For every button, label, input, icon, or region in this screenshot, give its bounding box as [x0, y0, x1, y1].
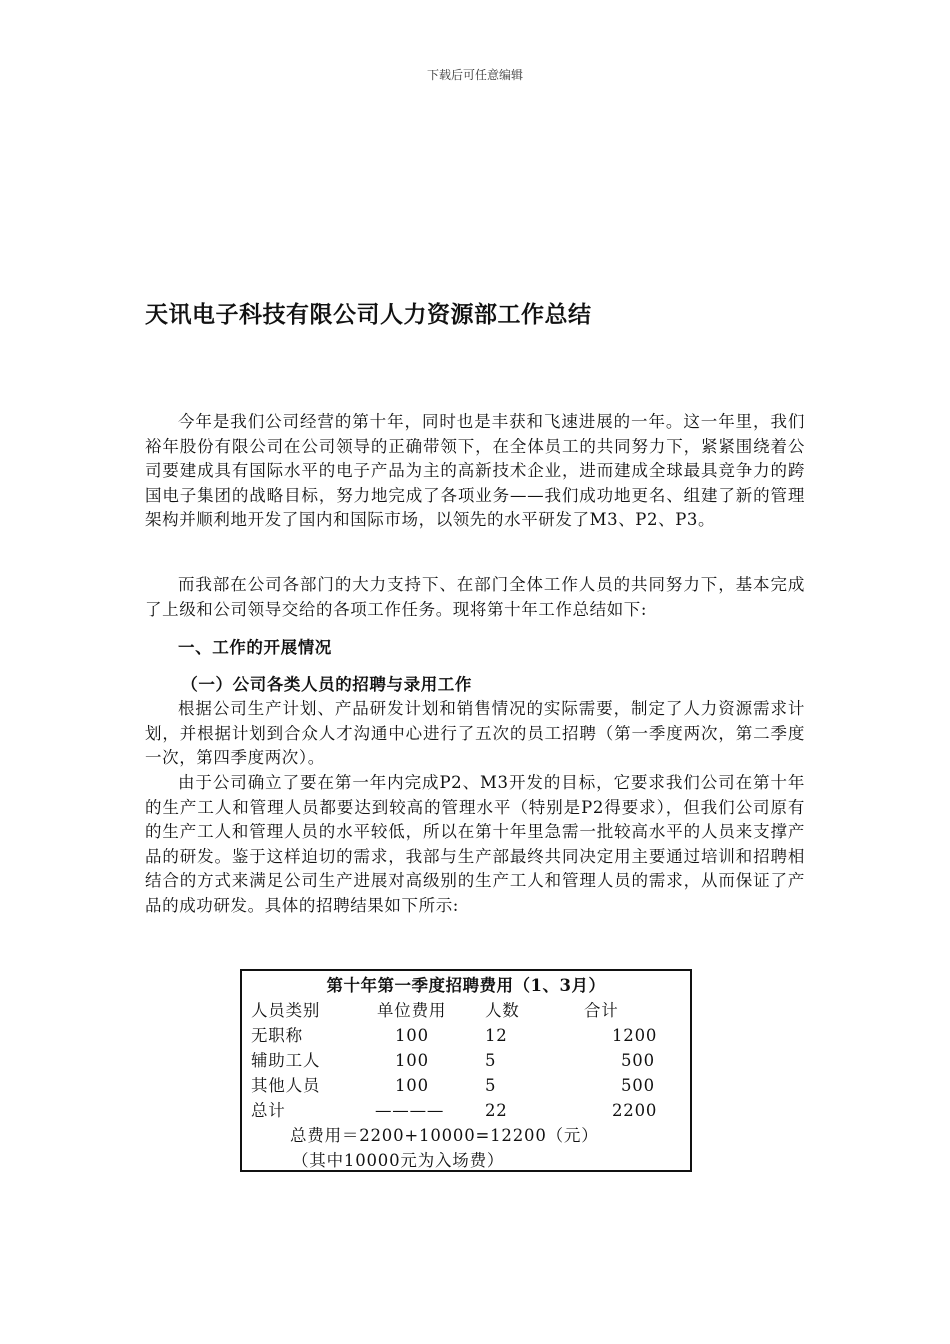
fee-table-title: 第十年第一季度招聘费用（1、3月） — [326, 976, 606, 995]
fee-note-line: （其中10000元为入场费） — [292, 1151, 505, 1170]
header-count: 人数 — [485, 1001, 520, 1020]
summary-total: 2200 — [612, 1101, 658, 1120]
row-category: 其他人员 — [251, 1076, 321, 1095]
row-count: 12 — [485, 1026, 508, 1045]
fee-table-header-row — [242, 999, 690, 1023]
row-category: 无职称 — [251, 1026, 303, 1045]
table-row — [242, 1024, 690, 1048]
row-unit-cost: 100 — [395, 1026, 429, 1045]
department-summary-paragraph: 而我部在公司各部门的大力支持下、在部门全体工作人员的共同努力下，基本完成了上级和公司领导交给的各项工作任务。现将第十年工作总结如下: — [145, 575, 805, 619]
header-category: 人员类别 — [251, 1001, 321, 1020]
table-row — [242, 1074, 690, 1098]
recruitment-reason-paragraph: 由于公司确立了要在第一年内完成P2、M3开发的目标，它要求我们公司在第十年的生产工人和管理人员都要达到较高的管理水平（特别是P2得要求），但我们公司原有的生产工人和管理人员的水平较低，所以在第十年里急需一批较高水平的人员来支撑产品的研发。鉴于这样迫切的需求，我部与生产部最终共同决定用主要通过培训和招聘相结合的方式来满足公司生产进展对高级别的生产工人和管理人员的需求，从而保证了产品的成功研发。具体的招聘结果如下所示: — [145, 773, 805, 915]
summary-count: 22 — [485, 1101, 508, 1120]
table-row — [242, 1049, 690, 1073]
document-title: 天讯电子科技有限公司人力资源部工作总结 — [145, 302, 592, 328]
row-count: 5 — [485, 1076, 497, 1095]
fee-total-line: 总费用＝2200+10000=12200（元） — [290, 1126, 599, 1145]
header-note: 下载后可任意编辑 — [426, 68, 523, 82]
intro-paragraph: 今年是我们公司经营的第十年，同时也是丰获和飞速进展的一年。这一年里，我们裕年股份有限公司在公司领导的正确带领下，在全体员工的共同努力下，紧紧围绕着公司要建成具有国际水平的电子产品为主的高新技术企业，进而建成全球最具竞争力的跨国电子集团的战略目标，努力地完成了各项业务——我们成功地更名、组建了新的管理架构并顺利地开发了国内和国际市场，以领先的水平研发了M3、P2、P3。 — [145, 412, 805, 529]
row-unit-cost: 100 — [395, 1076, 429, 1095]
row-total: 1200 — [612, 1026, 658, 1045]
header-total: 合计 — [584, 1001, 619, 1020]
row-total: 500 — [621, 1076, 655, 1095]
section-heading-work-progress: 一、工作的开展情况 — [178, 638, 332, 657]
recruitment-fee-table — [240, 969, 692, 1172]
summary-unit-cost: ———— — [375, 1101, 445, 1120]
recruitment-plan-paragraph: 根据公司生产计划、产品研发计划和销售情况的实际需要，制定了人力资源需求计划，并根据计划到合众人才沟通中心进行了五次的员工招聘（第一季度两次，第二季度一次，第四季度两次）。 — [145, 699, 805, 767]
row-total: 500 — [621, 1051, 655, 1070]
fee-table-summary-row — [242, 1099, 690, 1123]
summary-category: 总计 — [251, 1101, 286, 1120]
header-unit-cost: 单位费用 — [377, 1001, 447, 1020]
row-category: 辅助工人 — [251, 1051, 321, 1070]
subsection-heading-recruitment: （一）公司各类人员的招聘与录用工作 — [181, 675, 472, 694]
row-count: 5 — [485, 1051, 497, 1070]
row-unit-cost: 100 — [395, 1051, 429, 1070]
